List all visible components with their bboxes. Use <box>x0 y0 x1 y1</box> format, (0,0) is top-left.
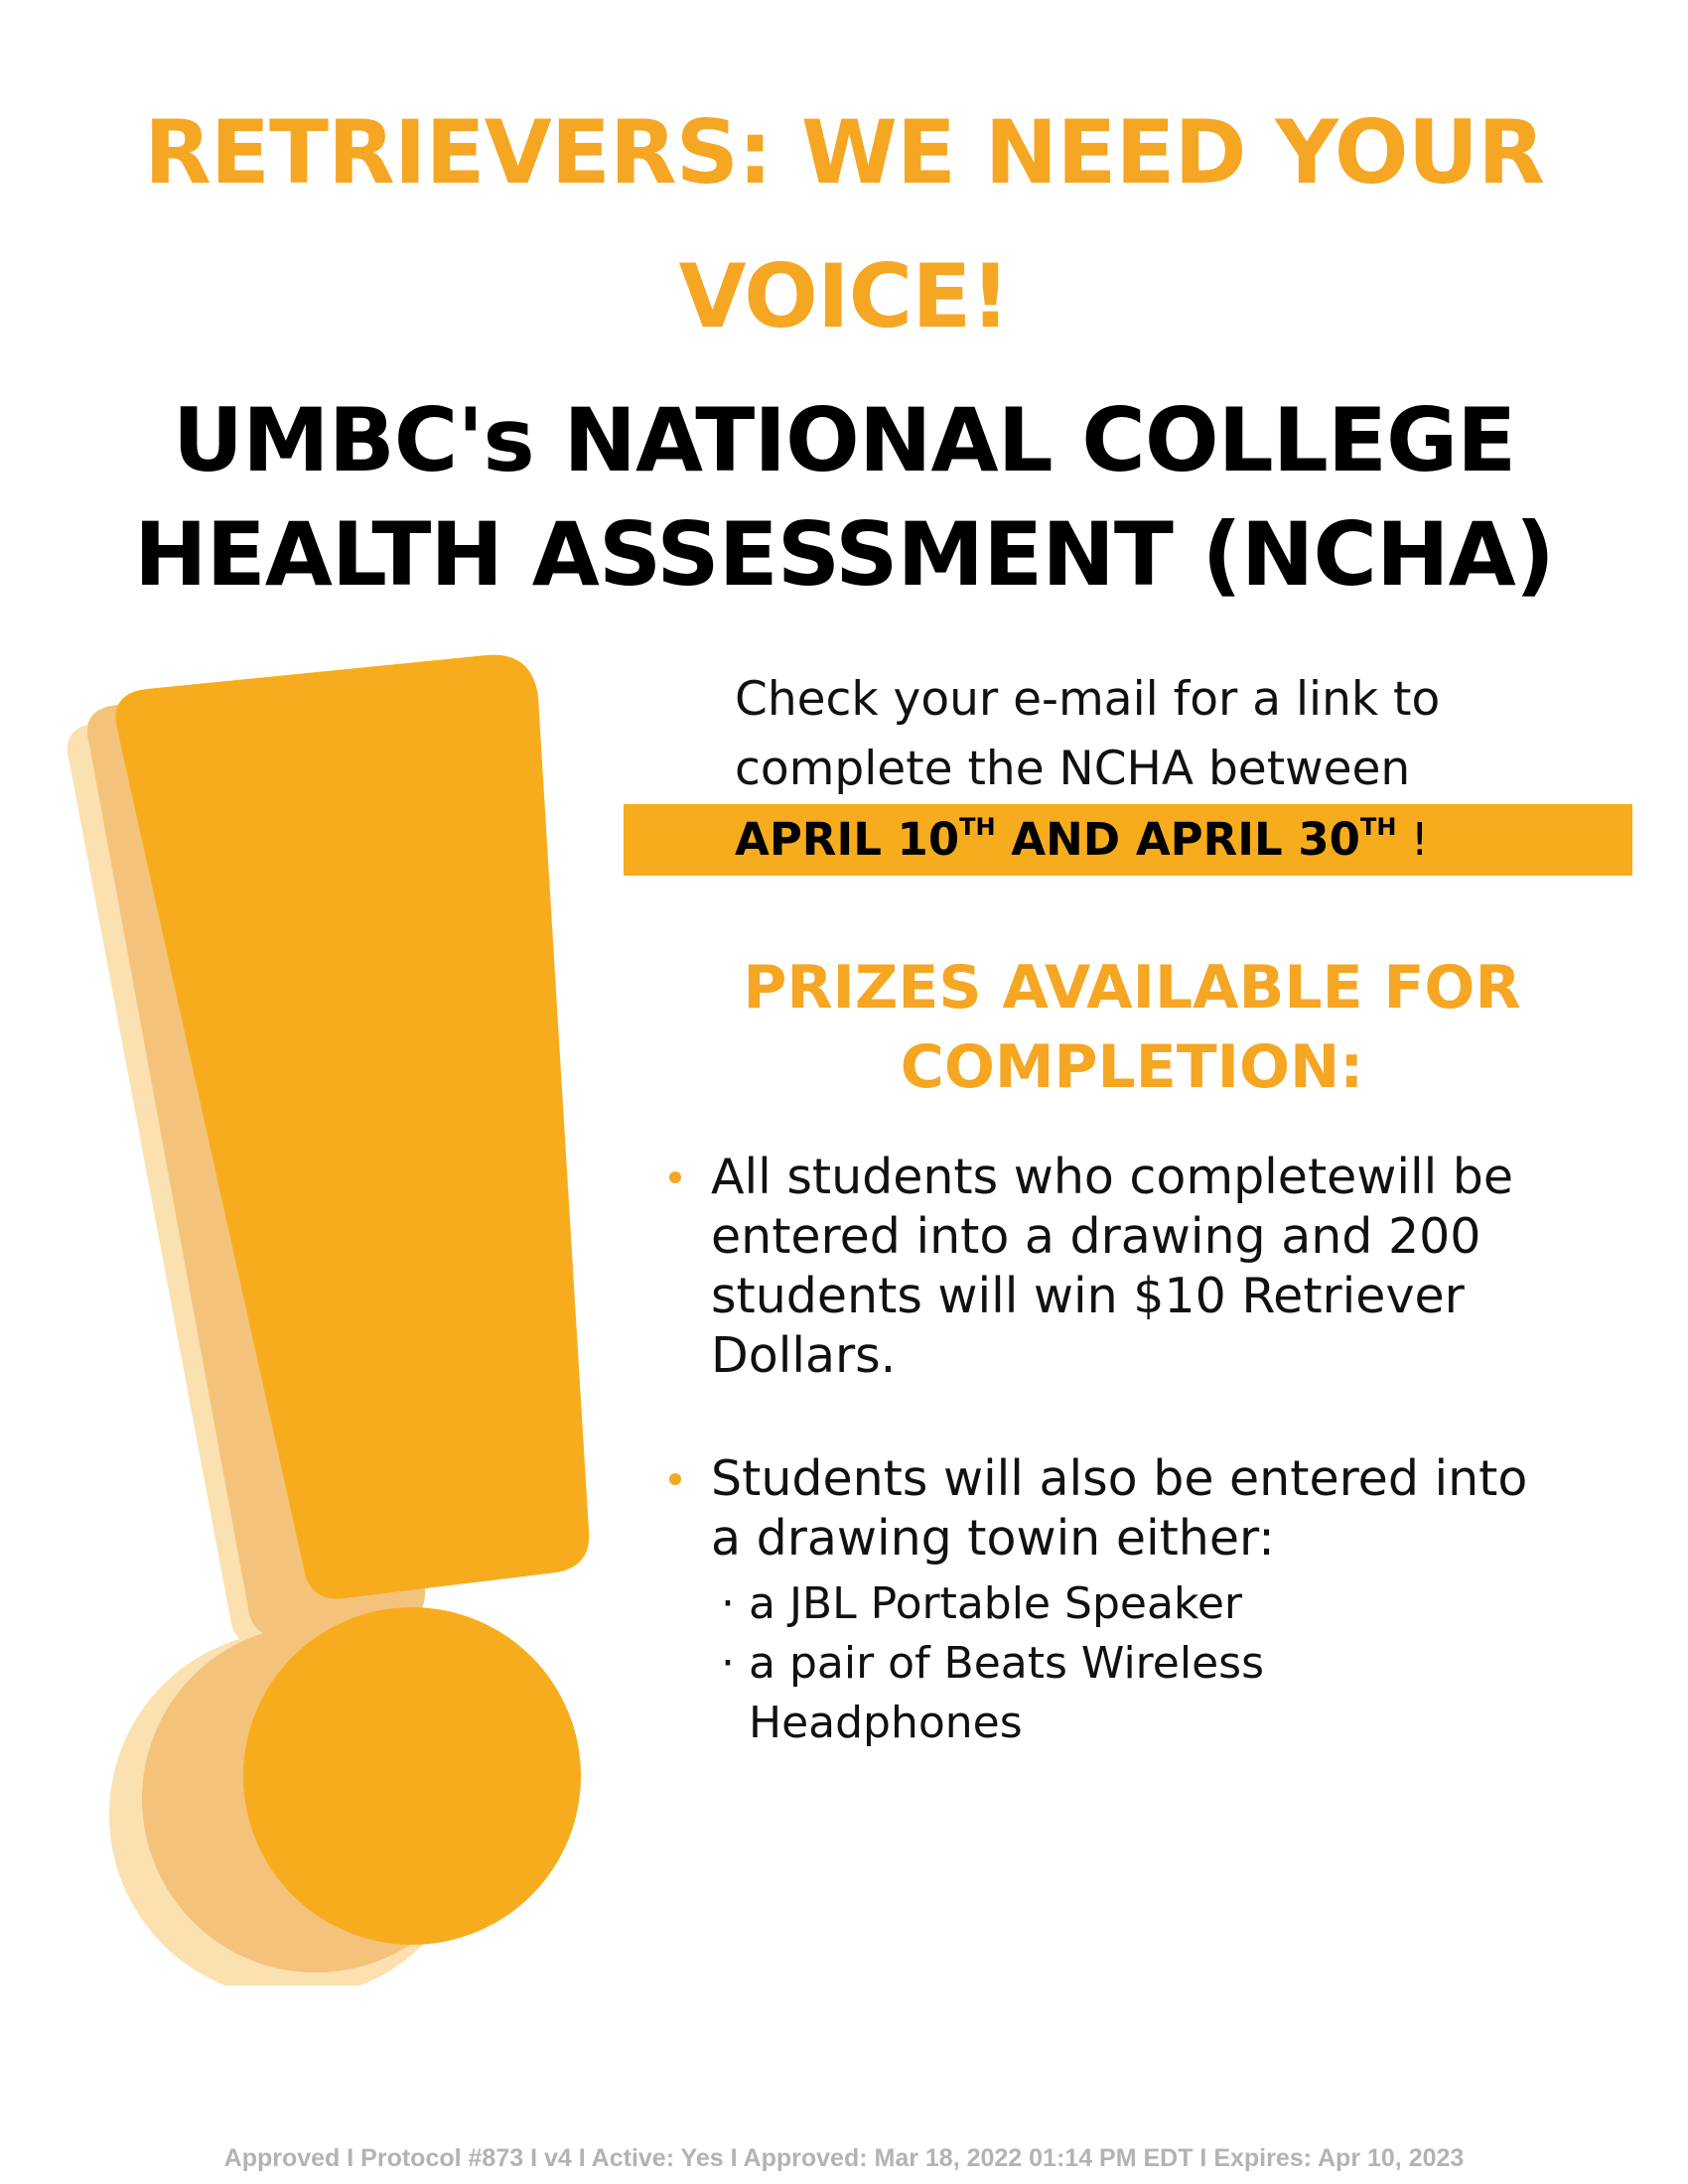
headline-line-2: VOICE! <box>678 245 1010 347</box>
bullet-dot <box>669 1473 681 1485</box>
prizes-heading-line-2: COMPLETION: <box>900 1032 1364 1102</box>
exclamation-mark-icon <box>50 645 645 1985</box>
date-exclamation: ! <box>1396 813 1429 866</box>
page-title-line-1: UMBC's NATIONAL COLLEGE <box>172 389 1516 491</box>
prizes-heading-line-1: PRIZES AVAILABLE FOR <box>743 953 1521 1023</box>
date-end-suffix: TH <box>1359 813 1397 841</box>
bullet-dot <box>669 1171 681 1183</box>
prize-bullet-drawing: Students will also be entered into a drawing towin either: <box>711 1450 1528 1567</box>
prize-bullet-retriever-dollars: All students who completewill be entered into a drawing and 200 students will win $10 Retriever Dollars. <box>711 1149 1514 1384</box>
prize-sub-item-speaker <box>721 1574 1535 1634</box>
approval-footer: Approved I Protocol #873 I v4 I Active: Yes I Approved: Mar 18, 2022 01:14 PM EDT I Expires: Apr 10, 2023 <box>223 2144 1465 2172</box>
prize-headphones-line-2: Headphones <box>749 1698 1023 1748</box>
intro-line-1: Check your e-mail for a link to <box>735 672 1441 727</box>
survey-dates <box>735 814 1429 866</box>
date-end: AND APRIL 30 <box>995 813 1360 866</box>
intro-line-2: complete the NCHA between <box>735 742 1411 796</box>
prize-speaker: a JBL Portable Speaker <box>749 1578 1242 1629</box>
date-start-suffix: TH <box>959 813 996 841</box>
prize-sub-item-headphones <box>721 1634 1535 1753</box>
sub-bullet-marker: · <box>721 1578 735 1629</box>
headline-line-1: RETRIEVERS: WE NEED YOUR <box>144 101 1544 204</box>
sub-bullet-marker: · <box>721 1638 735 1689</box>
page-title-line-2: HEALTH ASSESSMENT (NCHA) <box>134 503 1554 606</box>
prize-headphones-line-1: a pair of Beats Wireless <box>749 1638 1265 1689</box>
date-start: APRIL 10 <box>735 813 960 866</box>
